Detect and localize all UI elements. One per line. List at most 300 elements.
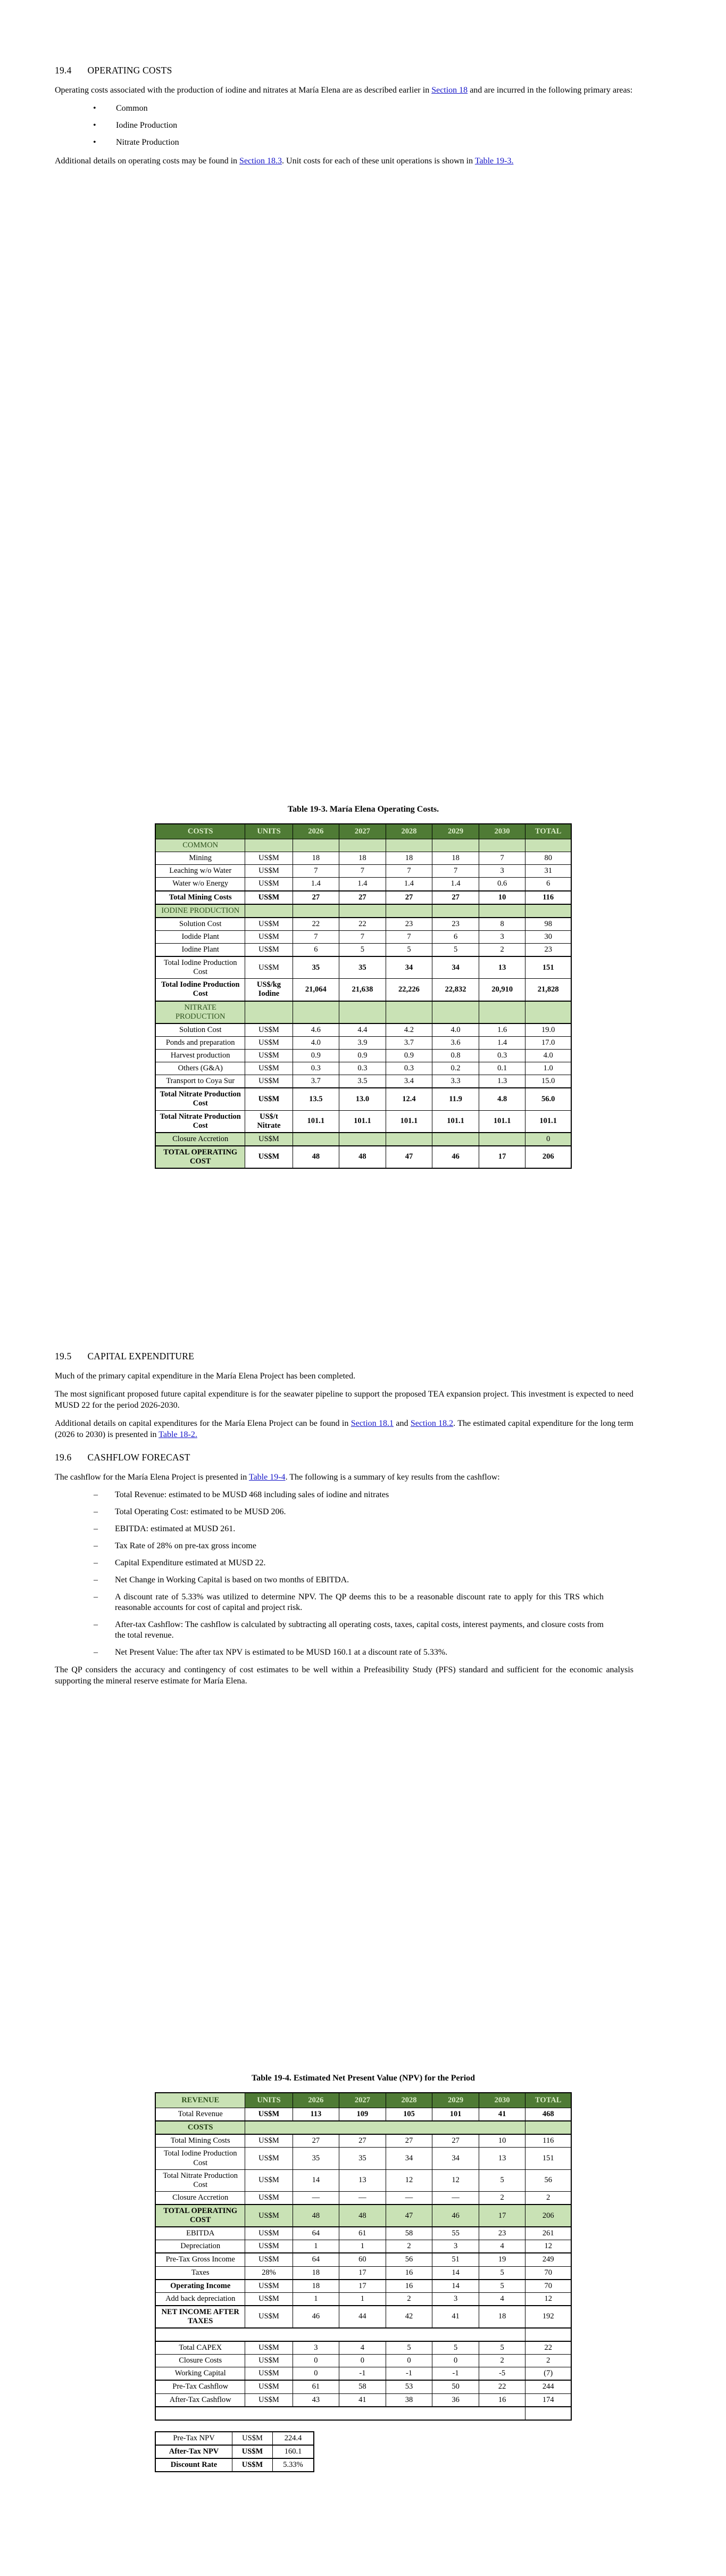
cell: 3.3 — [432, 1075, 479, 1088]
cell: 3.4 — [386, 1075, 432, 1088]
cell: 0.2 — [432, 1062, 479, 1075]
cell: US$M — [245, 2191, 293, 2205]
paragraph-text: . Unit costs for each of these unit operations is shown in — [282, 156, 475, 166]
cell: 3.7 — [293, 1075, 339, 1088]
cell — [339, 1001, 386, 1023]
cell: 98 — [525, 918, 571, 931]
table-row — [155, 839, 571, 852]
cell: 12 — [386, 2169, 432, 2191]
table-row — [155, 2341, 571, 2355]
cell: 1.4 — [293, 878, 339, 891]
bullet-text: Iodine Production — [116, 121, 178, 130]
cell: 1 — [293, 2292, 339, 2306]
table-19-3-title: Table 19-3. María Elena Operating Costs. — [287, 805, 439, 814]
cell: 22 — [525, 2341, 571, 2355]
table-row — [155, 1110, 571, 1133]
cell: Leaching w/o Water — [155, 865, 245, 878]
cell: Transport to Coya Sur — [155, 1075, 245, 1088]
cell: US$M — [245, 2134, 293, 2148]
cell: Pre-Tax Cashflow — [155, 2380, 245, 2393]
cell: NET INCOME AFTER TAXES — [155, 2306, 245, 2328]
cell: 105 — [386, 2108, 432, 2121]
column-header: UNITS — [245, 2093, 293, 2108]
section-19-5-19-6 — [55, 1351, 633, 1694]
cell — [525, 904, 571, 918]
cell: 18 — [432, 852, 479, 865]
cell: 0 — [525, 1133, 571, 1146]
cell: COSTS — [155, 2121, 245, 2134]
cell: -1 — [386, 2367, 432, 2381]
list-item — [55, 1541, 633, 1551]
cell: 0.3 — [386, 1062, 432, 1075]
cell: 18 — [293, 852, 339, 865]
table-row — [155, 2355, 571, 2367]
dash-icon: – — [94, 1541, 98, 1550]
cell: US$M — [245, 2169, 293, 2191]
cell: US$M — [245, 2253, 293, 2266]
cell: Ponds and preparation — [155, 1036, 245, 1049]
bullet-list — [55, 103, 633, 148]
cell — [293, 839, 339, 852]
cell: Total Iodine Production Cost — [155, 2148, 245, 2169]
cell — [245, 904, 293, 918]
cell: 5.33% — [273, 2458, 314, 2472]
cell: 27 — [386, 891, 432, 904]
link-table-19-4[interactable]: Table 19-4 — [248, 1473, 286, 1482]
table-row — [155, 2367, 571, 2381]
cell: 13.0 — [339, 1088, 386, 1110]
cell: 4 — [479, 2292, 525, 2306]
cell: 13 — [339, 2169, 386, 2191]
cell — [386, 1133, 432, 1146]
table-row — [155, 2253, 571, 2266]
dash-text: Net Present Value: The after tax NPV is estimated to be MUSD 160.1 at a discount rate of 5.33%. — [115, 1648, 448, 1657]
cell: NITRATE PRODUCTION — [155, 1001, 245, 1023]
cell — [155, 2407, 525, 2420]
table-row — [155, 2393, 571, 2407]
table-19-4-title: Table 19-4. Estimated Net Present Value (NPV) for the Period — [251, 2074, 475, 2083]
cell: 17 — [339, 2266, 386, 2280]
cell: 2 — [479, 2191, 525, 2205]
cell: 0 — [386, 2355, 432, 2367]
cell: US$M — [245, 2393, 293, 2407]
cell: 6 — [432, 930, 479, 943]
cell: 14 — [432, 2280, 479, 2293]
cell: 4.6 — [293, 1023, 339, 1037]
cell: US$M — [245, 918, 293, 931]
cell: 2 — [525, 2191, 571, 2205]
cell: 41 — [339, 2393, 386, 2407]
link-section-18[interactable]: Section 18 — [431, 86, 468, 95]
cell: 70 — [525, 2280, 571, 2293]
cell: 5 — [386, 2341, 432, 2355]
cell: 4.4 — [339, 1023, 386, 1037]
cell — [525, 839, 571, 852]
cell: Total Nitrate Production Cost — [155, 1088, 245, 1110]
cell: 64 — [293, 2253, 339, 2266]
cell: 34 — [432, 2148, 479, 2169]
cell: 16 — [386, 2280, 432, 2293]
cell: US$M — [245, 2355, 293, 2367]
cell: 34 — [432, 956, 479, 979]
cell: 0 — [432, 2355, 479, 2367]
table-row — [155, 2458, 314, 2472]
cell: 27 — [339, 2134, 386, 2148]
cell — [293, 904, 339, 918]
link-section-18-2[interactable]: Section 18.2 — [410, 1419, 454, 1428]
cell: 21,828 — [525, 979, 571, 1001]
cell — [245, 1001, 293, 1023]
table-row — [155, 2227, 571, 2240]
table-row — [155, 1146, 571, 1168]
table-row — [155, 1001, 571, 1023]
cell — [339, 1133, 386, 1146]
column-header: 2030 — [479, 824, 525, 839]
cell: 0.3 — [479, 1049, 525, 1062]
cell: 48 — [339, 2205, 386, 2227]
cell — [386, 904, 432, 918]
cell: US$M — [232, 2445, 273, 2458]
table-row — [155, 2445, 314, 2458]
cell: 22 — [339, 918, 386, 931]
cell: -5 — [479, 2367, 525, 2381]
cell: 23 — [386, 918, 432, 931]
cell: 0.3 — [293, 1062, 339, 1075]
cell: 1 — [339, 2240, 386, 2253]
cell: US$M — [245, 2108, 293, 2121]
bullet-text: Common — [116, 104, 148, 113]
paragraph-text: The cashflow for the María Elena Project is presented in — [55, 1473, 249, 1482]
cell: US$M — [245, 930, 293, 943]
cell: 14 — [432, 2266, 479, 2280]
cell: IODINE PRODUCTION — [155, 904, 245, 918]
npv-summary-table — [155, 2431, 314, 2472]
table-row — [155, 943, 571, 956]
cell: 224.4 — [273, 2432, 314, 2445]
paragraph-text: and — [394, 1419, 411, 1428]
cell: 244 — [525, 2380, 571, 2393]
cell: 2 — [479, 943, 525, 956]
cell: 13 — [479, 2148, 525, 2169]
cell — [479, 904, 525, 918]
cell: 27 — [293, 891, 339, 904]
dash-icon: – — [94, 1575, 98, 1584]
cell: 1.3 — [479, 1075, 525, 1088]
dash-list — [55, 1490, 633, 1658]
cell: US$M — [245, 1023, 293, 1037]
cell: Others (G&A) — [155, 1062, 245, 1075]
link-section-18-1[interactable]: Section 18.1 — [351, 1419, 394, 1428]
cell: 6 — [525, 878, 571, 891]
cell: 101.1 — [386, 1110, 432, 1133]
cell: 43 — [293, 2393, 339, 2407]
column-header: 2030 — [479, 2093, 525, 2108]
dash-icon: – — [94, 1648, 98, 1657]
cell — [432, 1001, 479, 1023]
cell: 174 — [525, 2393, 571, 2407]
cell: 12 — [525, 2292, 571, 2306]
cell: 5 — [479, 2280, 525, 2293]
cell: 23 — [479, 2227, 525, 2240]
link-section-18-3[interactable]: Section 18.3 — [239, 156, 282, 166]
list-item — [55, 137, 633, 148]
cell: Add back depreciation — [155, 2292, 245, 2306]
cell: 23 — [525, 943, 571, 956]
cell: 3.9 — [339, 1036, 386, 1049]
cell: 46 — [432, 2205, 479, 2227]
cell: 7 — [293, 930, 339, 943]
cell — [245, 2121, 525, 2134]
cell: US$M — [245, 2380, 293, 2393]
table-row — [155, 904, 571, 918]
cell: EBITDA — [155, 2227, 245, 2240]
cell: COMMON — [155, 839, 245, 852]
paragraph-qp-statement: The QP considers the accuracy and contingency of cost estimates to be well within a Prefeasibility Study (PFS) standard and sufficient for the economic analysis supporting the mineral reserve estimate for María Elena. — [55, 1665, 633, 1686]
cell: 46 — [432, 1146, 479, 1168]
cell: 3 — [432, 2292, 479, 2306]
cell: 22,832 — [432, 979, 479, 1001]
paragraph-text: Additional details on operating costs may be found in — [55, 156, 240, 166]
cell: 19 — [479, 2253, 525, 2266]
cell: 58 — [386, 2227, 432, 2240]
table-19-3-block — [155, 805, 572, 1169]
cell: 27 — [339, 891, 386, 904]
cell: 1.0 — [525, 1062, 571, 1075]
npv-summary-block — [155, 2431, 314, 2472]
cell: 48 — [293, 1146, 339, 1168]
cell: 151 — [525, 2148, 571, 2169]
section-heading-19-4 — [55, 65, 633, 76]
paragraph-text: . The following is a summary of key results from the cashflow: — [285, 1473, 500, 1482]
cell: 22 — [479, 2380, 525, 2393]
cell: 55 — [432, 2227, 479, 2240]
cell: 41 — [432, 2306, 479, 2328]
section-heading-19-5 — [55, 1351, 633, 1362]
cell: 113 — [293, 2108, 339, 2121]
cell: 17 — [339, 2280, 386, 2293]
cell: 3 — [479, 865, 525, 878]
list-item — [55, 1592, 633, 1613]
cell: 27 — [293, 2134, 339, 2148]
cell: 27 — [432, 2134, 479, 2148]
cell: 27 — [432, 891, 479, 904]
link-table-18-2[interactable]: Table 18-2. — [158, 1430, 197, 1439]
cell: US$/t Nitrate — [245, 1110, 293, 1133]
table-row — [155, 1036, 571, 1049]
cell: 46 — [293, 2306, 339, 2328]
cell: 206 — [525, 2205, 571, 2227]
cell: Mining — [155, 852, 245, 865]
table-row — [155, 1133, 571, 1146]
column-header: REVENUE — [155, 2093, 245, 2108]
cell: US$M — [245, 1049, 293, 1062]
cell: 64 — [293, 2227, 339, 2240]
cell: US$M — [245, 865, 293, 878]
paragraph-additional-details — [55, 155, 633, 167]
cell: 44 — [339, 2306, 386, 2328]
cell: US$M — [245, 2341, 293, 2355]
cell: 18 — [339, 852, 386, 865]
table-row — [155, 2240, 571, 2253]
cell — [525, 2328, 571, 2341]
cell: 6 — [293, 943, 339, 956]
cell: Iodine Plant — [155, 943, 245, 956]
cell: US$M — [245, 2240, 293, 2253]
cell: 31 — [525, 865, 571, 878]
paragraph-text: Operating costs associated with the production of iodine and nitrates at María Elena are as described earlier in — [55, 86, 432, 95]
cell — [479, 1133, 525, 1146]
cell: 1.4 — [479, 1036, 525, 1049]
cell: Total Mining Costs — [155, 2134, 245, 2148]
cell: 56.0 — [525, 1088, 571, 1110]
cell: 3 — [293, 2341, 339, 2355]
table-row — [155, 1062, 571, 1075]
cell: 7 — [386, 930, 432, 943]
table-row — [155, 2280, 571, 2293]
cell: 4.0 — [293, 1036, 339, 1049]
cell: 109 — [339, 2108, 386, 2121]
cell: 34 — [386, 956, 432, 979]
cell: US$M — [245, 878, 293, 891]
table-header-row — [155, 2093, 571, 2108]
cell — [386, 839, 432, 852]
cell: 4 — [479, 2240, 525, 2253]
cell: Total Revenue — [155, 2108, 245, 2121]
cell: Total Iodine Production Cost — [155, 956, 245, 979]
cell: 4.8 — [479, 1088, 525, 1110]
cell: Total Iodine Production Cost — [155, 979, 245, 1001]
cell: 0.3 — [339, 1062, 386, 1075]
cell: 21,064 — [293, 979, 339, 1001]
list-item — [55, 1558, 633, 1568]
cell: — — [386, 2191, 432, 2205]
cell: 22 — [293, 918, 339, 931]
cell: 11.9 — [432, 1088, 479, 1110]
cell: 7 — [339, 865, 386, 878]
cell: US$M — [245, 1036, 293, 1049]
cell: 0.1 — [479, 1062, 525, 1075]
paragraph-text: Additional details on capital expenditures for the María Elena Project can be found in — [55, 1419, 351, 1428]
paragraph-capex-2: The most significant proposed future capital expenditure is for the seawater pipeline to support the proposed TEA expansion project. This investment is expected to need MUSD 22 for the period 2026-2030. — [55, 1390, 633, 1410]
cell: 56 — [386, 2253, 432, 2266]
link-table-19-3[interactable]: Table 19-3. — [474, 156, 514, 166]
cell: Working Capital — [155, 2367, 245, 2381]
cell: 56 — [525, 2169, 571, 2191]
table-row — [155, 2380, 571, 2393]
cell: 0.8 — [432, 1049, 479, 1062]
dash-text: Net Change in Working Capital is based on two months of EBITDA. — [115, 1575, 349, 1584]
cell: 4.2 — [386, 1023, 432, 1037]
cell: 41 — [479, 2108, 525, 2121]
cell: 249 — [525, 2253, 571, 2266]
table-row — [155, 878, 571, 891]
cell: TOTAL OPERATING COST — [155, 2205, 245, 2227]
cell: 1.6 — [479, 1023, 525, 1037]
paragraph-text: and are incurred in the following primary areas: — [468, 86, 633, 95]
table-row — [155, 2121, 571, 2134]
dash-icon: – — [94, 1558, 98, 1567]
cell: 0.9 — [339, 1049, 386, 1062]
cell: 3 — [432, 2240, 479, 2253]
cell: 5 — [479, 2169, 525, 2191]
cell: US$M — [245, 956, 293, 979]
cell: US$M — [232, 2432, 273, 2445]
cell: 12.4 — [386, 1088, 432, 1110]
table-row — [155, 979, 571, 1001]
cell: 20,910 — [479, 979, 525, 1001]
table-row — [155, 1075, 571, 1088]
cell: 80 — [525, 852, 571, 865]
table-row — [155, 891, 571, 904]
cell: 2 — [386, 2292, 432, 2306]
cell: 116 — [525, 891, 571, 904]
bullet-icon: • — [93, 138, 96, 147]
cell: US$M — [245, 2280, 293, 2293]
cell: 12 — [525, 2240, 571, 2253]
cell: 35 — [293, 956, 339, 979]
cell: US$M — [245, 1146, 293, 1168]
cell: 22,226 — [386, 979, 432, 1001]
cell: 23 — [432, 918, 479, 931]
dash-icon: – — [94, 1507, 98, 1516]
cell: 8 — [479, 918, 525, 931]
table-row — [155, 2432, 314, 2445]
cell: US$M — [245, 1133, 293, 1146]
table-row — [155, 2407, 571, 2420]
column-header: UNITS — [245, 824, 293, 839]
cell: 13 — [479, 956, 525, 979]
cell: 1 — [339, 2292, 386, 2306]
paragraph-text: . The estimated capital expenditure for the long term (2026 to 2030) is presented in — [55, 1419, 633, 1439]
cell: 5 — [479, 2341, 525, 2355]
cell: — — [432, 2191, 479, 2205]
cell: 30 — [525, 930, 571, 943]
cell: 160.1 — [273, 2445, 314, 2458]
table-row — [155, 1049, 571, 1062]
cell: Closure Accretion — [155, 2191, 245, 2205]
dash-icon: – — [94, 1524, 98, 1533]
table-row — [155, 930, 571, 943]
cell: 101.1 — [525, 1110, 571, 1133]
table-row — [155, 1023, 571, 1037]
cell: 60 — [339, 2253, 386, 2266]
table-row — [155, 2134, 571, 2148]
cell: US$M — [245, 852, 293, 865]
cell: 2 — [479, 2355, 525, 2367]
bullet-icon: • — [93, 104, 96, 113]
cell: 18 — [386, 852, 432, 865]
cell: 1 — [293, 2240, 339, 2253]
cell: — — [293, 2191, 339, 2205]
cell: 206 — [525, 1146, 571, 1168]
cell — [293, 1001, 339, 1023]
bullet-icon: • — [93, 121, 96, 130]
cell: 5 — [432, 943, 479, 956]
cell: 3 — [479, 930, 525, 943]
section-19-4 — [55, 65, 633, 174]
column-header: 2026 — [293, 824, 339, 839]
cell — [525, 1001, 571, 1023]
cell: 116 — [525, 2134, 571, 2148]
cell: 7 — [293, 865, 339, 878]
cell: US$M — [245, 1062, 293, 1075]
cell: 42 — [386, 2306, 432, 2328]
cell: 18 — [479, 2306, 525, 2328]
cell: 5 — [432, 2341, 479, 2355]
cell: 2 — [525, 2355, 571, 2367]
cell: Operating Income — [155, 2280, 245, 2293]
cell: Total Mining Costs — [155, 891, 245, 904]
